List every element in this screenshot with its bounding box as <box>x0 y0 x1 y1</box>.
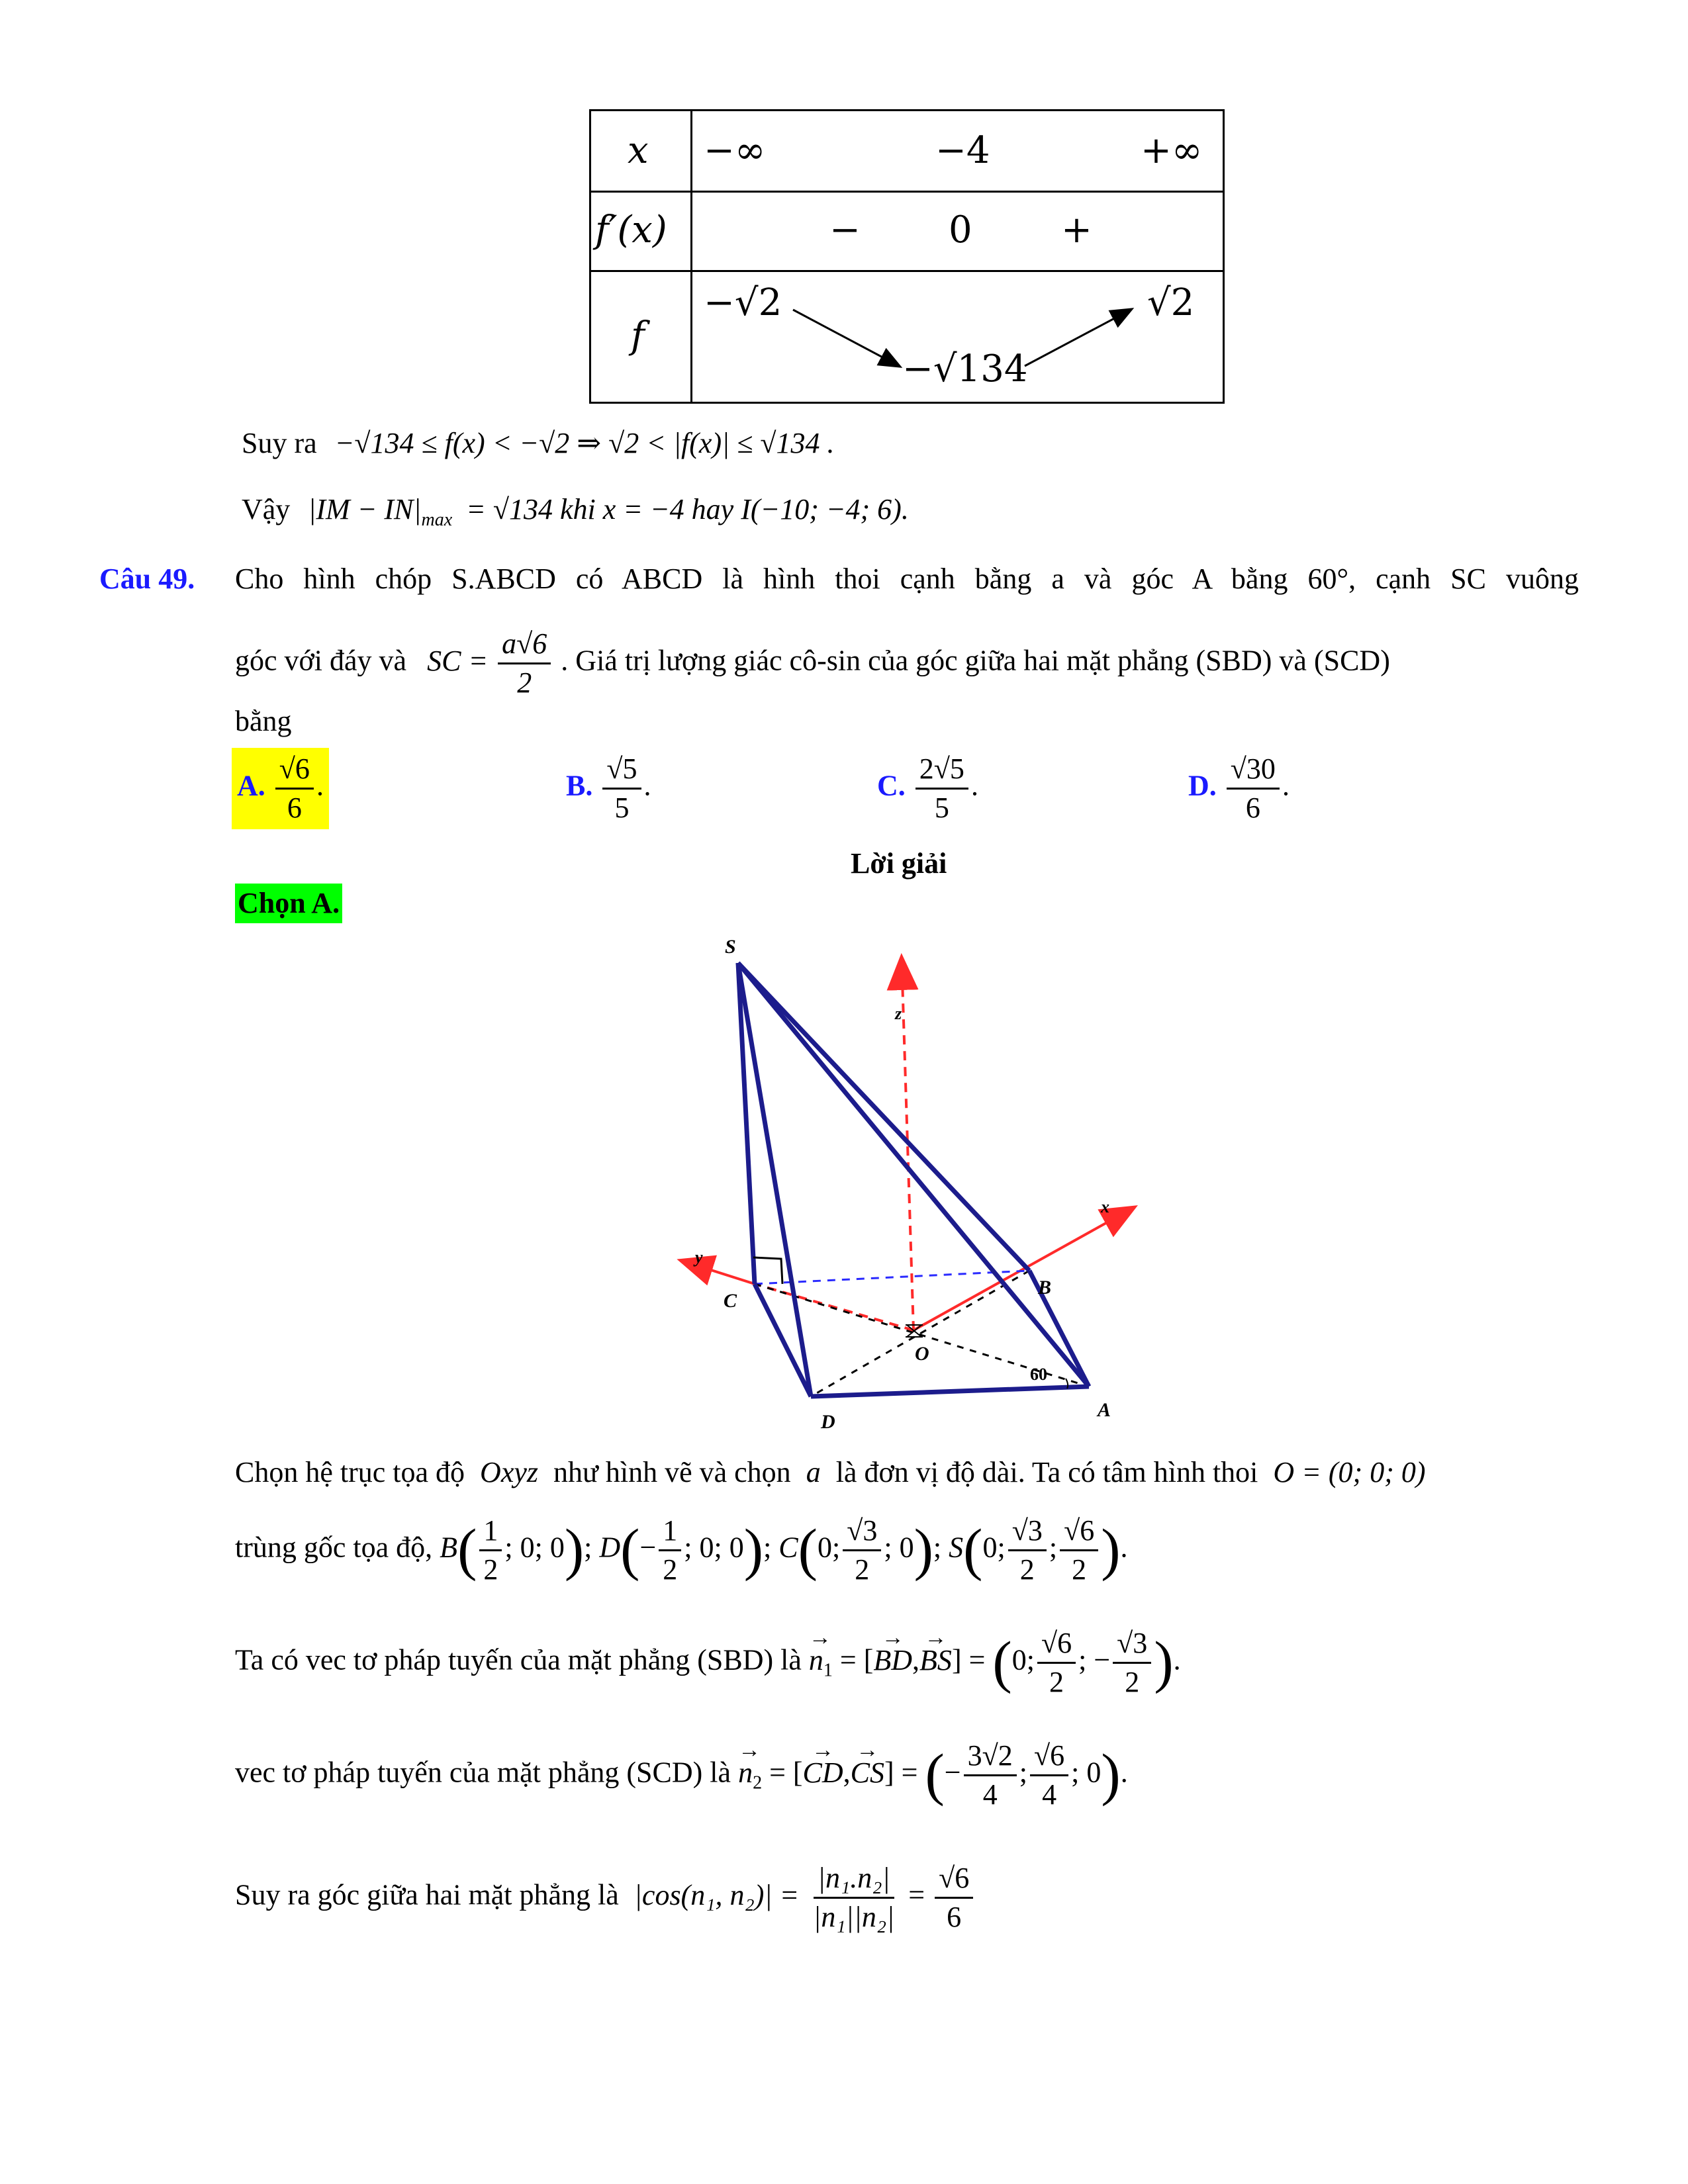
label-o: O <box>915 1343 929 1365</box>
numerator: √6 <box>1060 1512 1098 1551</box>
x-value-right: +∞ <box>1141 129 1203 172</box>
period: . <box>1120 1531 1128 1564</box>
numerator: √3 <box>1113 1625 1151 1664</box>
bd-diagonal <box>811 1271 1029 1396</box>
denominator: |n₁||n₂| <box>813 1901 895 1933</box>
sc-numerator: a√6 <box>498 625 551 664</box>
row-fprime-label: f′(x) <box>595 208 667 251</box>
y-axis <box>682 1261 755 1284</box>
separator: ; − <box>1078 1643 1111 1676</box>
inequality-prefix: Suy ra <box>242 427 317 459</box>
answer-label: B. <box>566 769 593 802</box>
denominator: 2 <box>1049 1666 1064 1698</box>
answer-numerator: √6 <box>275 751 314 790</box>
decreasing-arrow <box>793 310 899 366</box>
paren: ( <box>457 1518 477 1582</box>
numerator: 3√2 <box>964 1737 1017 1776</box>
label-y: y <box>695 1248 703 1267</box>
point-s-label: S <box>949 1531 964 1564</box>
answer-denominator: 6 <box>1245 792 1260 824</box>
right-angle-marker <box>753 1257 782 1284</box>
point-c-rest: ; 0 <box>884 1531 914 1564</box>
cos-fraction <box>809 1860 898 1936</box>
label-s: S <box>725 936 736 958</box>
f-min-value: −√134 <box>902 347 1028 390</box>
question-text-line1: Cho hình chóp S.ABCD có ABCD là hình thoi cạnh bằng a và góc A bằng 60°, cạnh SC vuông <box>235 563 1579 595</box>
result-fraction <box>935 1860 973 1936</box>
chosen-answer: Chọn A. <box>235 884 342 923</box>
paren: ( <box>963 1518 983 1582</box>
numerator: √6 <box>1037 1625 1076 1664</box>
answer-fraction <box>602 751 641 827</box>
numerator: √3 <box>843 1512 881 1551</box>
numerator: |n₁.n₂| <box>814 1860 894 1899</box>
para-text: Ta có vec tơ pháp tuyến của mặt phẳng (SBD) là <box>235 1643 802 1676</box>
answer-numerator: √5 <box>602 751 641 790</box>
para-math: Oxyz <box>480 1456 539 1488</box>
question-text-part: góc với đáy và <box>235 644 407 677</box>
question-text-line2 <box>235 625 1390 702</box>
denominator: 2 <box>855 1553 870 1586</box>
separator: ; <box>1049 1531 1058 1564</box>
solution-para-2 <box>235 1512 1128 1588</box>
comma: , <box>843 1756 851 1789</box>
paren: ( <box>620 1518 640 1582</box>
period: . <box>1120 1756 1128 1789</box>
minus-sign: − <box>944 1756 961 1789</box>
point-d-label: D <box>599 1531 621 1564</box>
solution-para-1 <box>235 1453 1426 1492</box>
answer-a[interactable]: A. $\frac{√6}{6}$ . <box>232 748 329 829</box>
coord-pre: 0; <box>1011 1643 1035 1676</box>
cos-expression: |cos(n₁, n₂)| = <box>633 1878 800 1911</box>
equals-sign: = <box>908 1878 925 1911</box>
paren: ( <box>925 1743 945 1807</box>
separator: ; <box>1019 1756 1028 1789</box>
separator: ; <box>584 1531 592 1564</box>
solution-title: Lời giải <box>851 847 947 880</box>
point-d-rest: ; 0; 0 <box>684 1531 744 1564</box>
row-f-label: f <box>631 314 645 357</box>
n2-fraction-2 <box>1030 1737 1068 1813</box>
vector-bs: → BS <box>919 1642 952 1679</box>
subscript: 1 <box>823 1660 833 1681</box>
answer-numerator: √30 <box>1227 751 1280 790</box>
vector-bd: → BD <box>873 1642 912 1679</box>
answer-fraction <box>915 751 968 827</box>
equals-bracket: = [ <box>839 1643 874 1676</box>
increasing-arrow <box>1025 310 1131 366</box>
question-text-line3: bằng <box>235 705 292 737</box>
bracket-equals: ] = <box>884 1756 918 1789</box>
point-s-pre: 0; <box>982 1531 1006 1564</box>
paren: ) <box>1101 1743 1121 1807</box>
label-a: A <box>1098 1399 1111 1421</box>
subscript: 2 <box>753 1772 763 1794</box>
sc-denominator: 2 <box>517 666 532 699</box>
para-text: trùng gốc tọa độ, <box>235 1531 433 1564</box>
numerator: 1 <box>659 1512 681 1551</box>
solution-para-4 <box>235 1737 1128 1813</box>
solution-para-3 <box>235 1625 1181 1701</box>
x-axis <box>914 1208 1133 1330</box>
n1-fraction-1 <box>1037 1625 1076 1701</box>
answer-numerator: 2√5 <box>915 751 968 790</box>
f-left-value: −√2 <box>704 281 782 324</box>
answer-d[interactable]: D. $\frac{√30}{6}$ . <box>1188 751 1289 827</box>
point-s-fraction-1 <box>1008 1512 1047 1588</box>
answer-denominator: 5 <box>614 792 630 824</box>
fprime-sign-plus: + <box>1061 208 1092 251</box>
da-edge <box>811 1387 1089 1396</box>
sc-fraction <box>498 625 551 702</box>
sc-label: SC = <box>427 644 489 677</box>
f-right-value: √2 <box>1147 281 1195 324</box>
question-label: Câu 49. <box>99 563 195 595</box>
answer-fraction <box>275 751 314 827</box>
row-x-label: x <box>628 129 649 172</box>
numerator: √6 <box>1030 1737 1068 1776</box>
vector-cs: → CS <box>851 1754 884 1792</box>
answer-denominator: 6 <box>287 792 302 824</box>
numerator: √3 <box>1008 1512 1047 1551</box>
fprime-zero: 0 <box>949 208 972 251</box>
para-text: Chọn hệ trục tọa độ <box>235 1456 465 1488</box>
para-text: là đơn vị độ dài. Ta có tâm hình thoi <box>835 1456 1258 1488</box>
normal-vector-n1: → n <box>809 1642 823 1679</box>
denominator: 6 <box>947 1901 962 1933</box>
answer-c[interactable]: C. $\frac{2√5}{5}$ . <box>877 751 978 827</box>
x-value-mid: −4 <box>935 129 990 172</box>
answer-denominator: 5 <box>934 792 949 824</box>
n1-fraction-2 <box>1113 1625 1151 1701</box>
max-result: = √134 khi x = −4 hay I(−10; −4; 6). <box>466 493 909 525</box>
para-text: như hình vẽ và chọn <box>553 1456 791 1488</box>
denominator: 2 <box>1125 1666 1140 1698</box>
para-math: a <box>806 1456 821 1488</box>
paren: ( <box>992 1630 1012 1695</box>
separator: ; <box>763 1531 772 1564</box>
point-c-pre: 0; <box>817 1531 841 1564</box>
point-b-fraction <box>479 1512 502 1588</box>
n2-fraction-1 <box>964 1737 1017 1813</box>
point-c-fraction <box>843 1512 881 1588</box>
label-c: C <box>724 1290 737 1312</box>
normal-vector-n2: → n <box>738 1754 753 1792</box>
max-subscript: max <box>421 509 453 530</box>
paren: ) <box>564 1518 585 1582</box>
answer-label: A. <box>237 769 265 802</box>
para-text: Suy ra góc giữa hai mặt phẳng là <box>235 1878 619 1911</box>
answer-label: D. <box>1188 769 1217 802</box>
inequality-line <box>242 424 835 463</box>
max-prefix: Vậy <box>242 493 291 525</box>
answer-fraction <box>1227 751 1280 827</box>
label-b: B <box>1038 1277 1052 1298</box>
label-z: z <box>895 1004 902 1023</box>
point-b-label: B <box>440 1531 458 1564</box>
point-d-fraction <box>659 1512 681 1588</box>
denominator: 2 <box>663 1553 678 1586</box>
answer-b[interactable]: B. $\frac{√5}{5}$ . <box>566 751 651 827</box>
bracket-equals: ] = <box>951 1643 986 1676</box>
vector-cd: → CD <box>803 1754 843 1792</box>
denominator: 2 <box>1072 1553 1087 1586</box>
max-line <box>242 490 909 540</box>
denominator: 4 <box>982 1778 998 1811</box>
fprime-sign-minus: − <box>829 208 861 251</box>
para-text: vec tơ pháp tuyến của mặt phẳng (SCD) là <box>235 1756 731 1789</box>
paren: ) <box>1154 1630 1174 1695</box>
paren: ( <box>798 1518 818 1582</box>
label-x: x <box>1101 1197 1109 1216</box>
coord-rest: ; 0 <box>1071 1756 1102 1789</box>
oc-segment <box>755 1284 914 1330</box>
denominator: 4 <box>1042 1778 1057 1811</box>
denominator: 2 <box>1019 1553 1035 1586</box>
paren: ) <box>1101 1518 1121 1582</box>
point-b-rest: ; 0; 0 <box>504 1531 565 1564</box>
solution-para-5 <box>235 1860 976 1936</box>
question-text-part: . Giá trị lượng giác cô-sin của góc giữa hai mặt phẳng (SBD) và (SCD) <box>561 644 1390 677</box>
period: . <box>1173 1643 1181 1676</box>
label-angle: 60 <box>1030 1365 1047 1384</box>
variation-arrows <box>591 111 1227 406</box>
equals-bracket: = [ <box>769 1756 803 1789</box>
separator: ; <box>933 1531 942 1564</box>
numerator: 1 <box>479 1512 502 1551</box>
minus-sign: − <box>639 1531 657 1564</box>
paren: ) <box>914 1518 933 1582</box>
pyramid-figure <box>649 927 1165 1443</box>
comma: , <box>912 1643 920 1676</box>
label-d: D <box>821 1411 835 1433</box>
paren: ) <box>743 1518 764 1582</box>
inequality-expr: −√134 ≤ f(x) < −√2 ⇒ √2 < |f(x)| ≤ √134 . <box>334 427 835 459</box>
variation-table <box>589 109 1225 404</box>
point-s-fraction-2 <box>1060 1512 1098 1588</box>
point-c-label: C <box>778 1531 798 1564</box>
x-value-left: −∞ <box>704 129 766 172</box>
para-math: O = (0; 0; 0) <box>1273 1456 1426 1488</box>
cb-edge <box>755 1271 1029 1284</box>
answer-label: C. <box>877 769 906 802</box>
max-expr: |IM − IN| <box>308 493 422 525</box>
denominator: 2 <box>483 1553 498 1586</box>
numerator: √6 <box>935 1860 973 1899</box>
